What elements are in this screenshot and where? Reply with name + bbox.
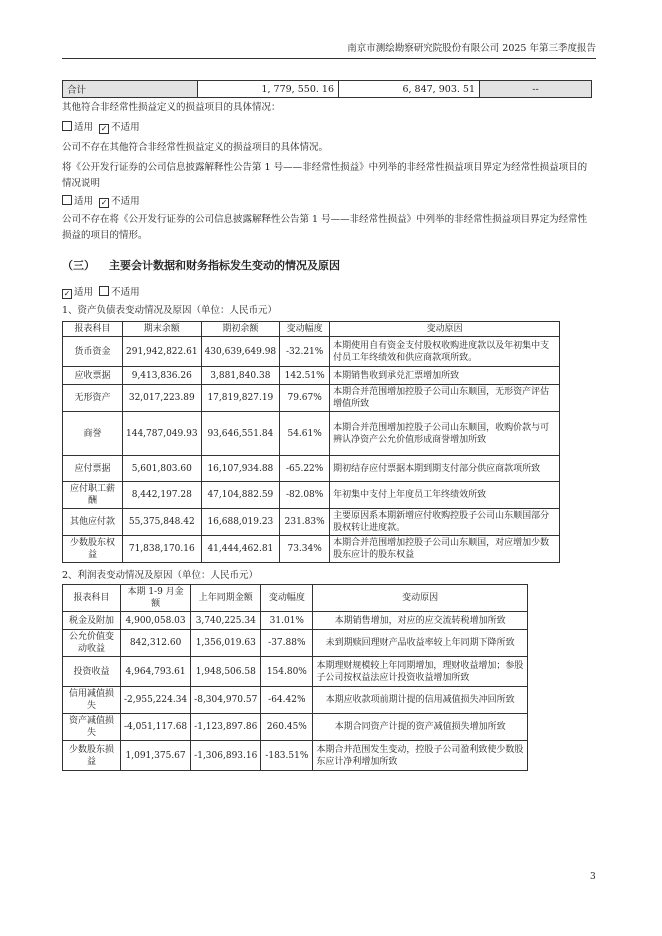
change-rate: -65.22%: [280, 456, 330, 482]
prior-value: -1,306,893.16: [191, 741, 261, 771]
checkbox-row-3: [62, 285, 592, 301]
other-items-line2: 公司不存在其他符合非经常性损益定义的损益项目的具体情况。: [62, 142, 329, 153]
option-not-apply-label: 不适用: [111, 287, 140, 298]
column-header: 变动原因: [330, 322, 560, 337]
item-name: 应付票据: [63, 456, 123, 482]
change-reason: 本期合并范围增加控股子公司山东顺国，收购价款与可辨认净资产公允价值形成商誉增加所致: [330, 412, 560, 456]
change-reason: 年初集中支付上年度员工年终绩效所致: [330, 482, 560, 509]
change-rate: 73.34%: [280, 536, 330, 563]
change-rate: -82.08%: [280, 482, 330, 509]
item-name: 少数股东损益: [63, 741, 121, 771]
change-rate: 154.80%: [261, 657, 313, 687]
table-header-row: [63, 585, 528, 612]
option-apply-label: 适用: [74, 122, 94, 133]
total-current: 1, 779, 550. 16: [198, 81, 339, 98]
unchecked-box-icon[interactable]: [99, 286, 109, 296]
change-reason: 本期合同资产计提的资产减值损失增加所致: [313, 714, 528, 741]
other-items-line4: 公司不存在将《公开发行证券的公司信息披露解释性公告第 1 号——非经常性损益》中列举的非经常性损益项目界定为经常性损益的项目的情形。: [62, 214, 588, 241]
change-reason: 本期销售收到承兑汇票增加所致: [330, 367, 560, 385]
current-value: -2,955,224.34: [121, 687, 191, 714]
current-value: 55,375,848.42: [123, 509, 202, 536]
prior-value: 3,740,225.34: [191, 612, 261, 630]
table-row: [63, 714, 528, 741]
prior-value: 3,881,840.38: [201, 367, 280, 385]
current-value: 32,017,223.89: [123, 385, 202, 412]
item-name: 公允价值变动收益: [63, 630, 121, 657]
current-value: -4,051,117.68: [121, 714, 191, 741]
income-caption: 2、利润表变动情况及原因（单位：人民币元）: [62, 570, 259, 581]
prior-value: 93,646,551.84: [201, 412, 280, 456]
prior-value: 41,444,462.81: [201, 536, 280, 563]
change-reason: 本期合并范围增加控股子公司山东顺国，无形资产评估增值所致: [330, 385, 560, 412]
option-not-apply-label: 不适用: [111, 122, 140, 133]
item-name: 商誉: [63, 412, 123, 456]
change-rate: 142.51%: [280, 367, 330, 385]
section-heading: [62, 257, 354, 273]
table-row: [63, 81, 592, 98]
total-note: --: [480, 81, 592, 98]
change-reason: 期初结存应付票据本期到期支付部分供应商款项所致: [330, 456, 560, 482]
column-header: 期初余额: [201, 322, 280, 337]
option-apply-label: 适用: [74, 287, 94, 298]
section-number: （三）: [62, 259, 95, 272]
other-items-line1: 其他符合非经常性损益定义的损益项目的具体情况：: [62, 102, 281, 113]
option-apply-label: 适用: [74, 196, 94, 207]
item-name: 其他应付款: [63, 509, 123, 536]
table-row: [63, 456, 560, 482]
table-row: [63, 509, 560, 536]
item-name: 货币资金: [63, 337, 123, 367]
prior-value: 16,688,019.23: [201, 509, 280, 536]
total-ytd: 6, 847, 903. 51: [339, 81, 480, 98]
current-value: 144,787,049.93: [123, 412, 202, 456]
current-value: 71,838,170.16: [123, 536, 202, 563]
item-name: 应收票据: [63, 367, 123, 385]
total-row-table: [62, 80, 592, 98]
change-reason: 本期理财规模较上年同期增加，理财收益增加；参股子公司按权益法应计投资收益增加所致: [313, 657, 528, 687]
change-rate: -37.88%: [261, 630, 313, 657]
table-row: [63, 412, 560, 456]
table-row: [63, 337, 560, 367]
section-title: 主要会计数据和财务指标发生变动的情况及原因: [109, 259, 340, 272]
item-name: 资产减值损失: [63, 714, 121, 741]
change-reason: 未到期赎回理财产品收益率较上年同期下降所致: [313, 630, 528, 657]
column-header: 变动幅度: [261, 585, 313, 612]
checkbox-row-2: [62, 194, 592, 210]
current-value: 4,900,058.03: [121, 612, 191, 630]
table-row: [63, 482, 560, 509]
table-header-row: [63, 322, 560, 337]
table-row: [63, 687, 528, 714]
current-value: 5,601,803.60: [123, 456, 202, 482]
other-items-line3: 将《公开发行证券的公司信息披露解释性公告第 1 号——非经常性损益》中列举的非经常性损益项目界定为经常性损益项目的情况说明: [62, 162, 588, 189]
column-header: 报表科目: [63, 322, 123, 337]
column-header: 期末余额: [123, 322, 202, 337]
page-header: 南京市测绘勘察研究院股份有限公司 2025 年第三季度报告: [62, 40, 596, 59]
checked-box-icon[interactable]: ✓: [63, 289, 71, 298]
column-header: 变动幅度: [280, 322, 330, 337]
change-rate: -183.51%: [261, 741, 313, 771]
change-rate: 54.61%: [280, 412, 330, 456]
prior-value: -1,123,897.86: [191, 714, 261, 741]
checkbox-row-1: [62, 120, 592, 136]
change-rate: 231.83%: [280, 509, 330, 536]
item-name: 应付职工薪酬: [63, 482, 123, 509]
column-header: 本期 1-9 月金额: [121, 585, 191, 612]
table-row: [63, 385, 560, 412]
option-not-apply-label: 不适用: [111, 196, 140, 207]
change-reason: 本期应收款项前期计提的信用减值损失冲回所致: [313, 687, 528, 714]
current-value: 4,964,793.61: [121, 657, 191, 687]
prior-value: 430,639,649.98: [201, 337, 280, 367]
income-change-table: [62, 584, 528, 771]
column-header: 变动原因: [313, 585, 528, 612]
current-value: 1,091,375.67: [121, 741, 191, 771]
change-rate: 31.01%: [261, 612, 313, 630]
column-header: 上年同期金额: [191, 585, 261, 612]
item-name: 税金及附加: [63, 612, 121, 630]
column-header: 报表科目: [63, 585, 121, 612]
current-value: 842,312.60: [121, 630, 191, 657]
change-reason: 本期合并范围增加控股子公司山东顺国，对应增加少数股东应计的股东权益: [330, 536, 560, 563]
change-reason: 主要原因系本期新增应付收购控股子公司山东顺国部分股权转让进度款。: [330, 509, 560, 536]
page-number: 3: [590, 872, 596, 882]
total-label: 合计: [63, 81, 198, 98]
prior-value: 1,948,506.58: [191, 657, 261, 687]
table-row: [63, 612, 528, 630]
balance-change-table: [62, 321, 560, 563]
item-name: 投资收益: [63, 657, 121, 687]
current-value: 291,942,822.61: [123, 337, 202, 367]
table-row: [63, 630, 528, 657]
checked-box-icon[interactable]: ✓: [100, 198, 108, 207]
table-row: [63, 657, 528, 687]
prior-value: 1,356,019.63: [191, 630, 261, 657]
item-name: 信用减值损失: [63, 687, 121, 714]
change-rate: 79.67%: [280, 385, 330, 412]
prior-value: 47,104,882.59: [201, 482, 280, 509]
change-rate: -32.21%: [280, 337, 330, 367]
prior-value: 16,107,934.88: [201, 456, 280, 482]
change-rate: -64.42%: [261, 687, 313, 714]
change-reason: 本期使用自有资金支付股权收购进度款以及年初集中支付员工年终绩效和供应商款项所致。: [330, 337, 560, 367]
item-name: 无形资产: [63, 385, 123, 412]
balance-caption: 1、资产负债表变动情况及原因（单位：人民币元）: [62, 305, 278, 316]
current-value: 8,442,197.28: [123, 482, 202, 509]
item-name: 少数股东权益: [63, 536, 123, 563]
table-row: [63, 536, 560, 563]
table-row: [63, 741, 528, 771]
change-rate: 260.45%: [261, 714, 313, 741]
unchecked-box-icon[interactable]: [62, 195, 72, 205]
prior-value: -8,304,970.57: [191, 687, 261, 714]
checked-box-icon[interactable]: ✓: [100, 124, 108, 133]
table-row: [63, 367, 560, 385]
current-value: 9,413,836.26: [123, 367, 202, 385]
change-reason: 本期销售增加，对应的应交流转税增加所致: [313, 612, 528, 630]
change-reason: 本期合并范围发生变动，控股子公司盈利致使少数股东应计净利增加所致: [313, 741, 528, 771]
prior-value: 17,819,827.19: [201, 385, 280, 412]
unchecked-box-icon[interactable]: [62, 121, 72, 131]
